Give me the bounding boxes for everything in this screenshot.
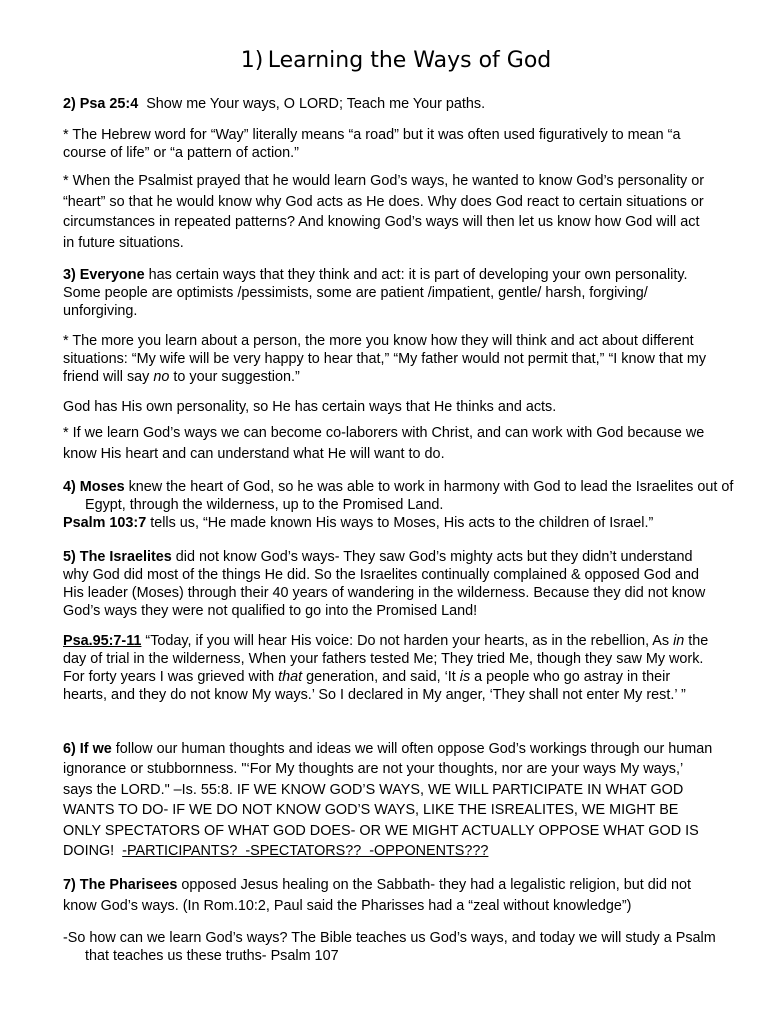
page-title: 1) Learning the Ways of God [240, 48, 552, 73]
co-laborers-paragraph: * If we learn God’s ways we can become co-laborers with Christ, and can work with God because we know His heart and can understand what He will want to do. [63, 425, 705, 462]
psalm-103-label: Psalm 103:7 [63, 515, 147, 531]
point-7-text: opposed Jesus healing on the Sabbath- they had a legalistic religion, but did not know God’s ways. (In Rom.10:2, Paul said the Pharisses had a “zeal without knowledge”) [63, 877, 692, 914]
point-4-paragraph [63, 478, 735, 514]
psalm-95-text-c: generation, and said, ‘It [302, 669, 460, 685]
person-knowledge-paragraph [63, 332, 713, 386]
point-4-text: knew the heart of God, so he was able to work in harmony with God to lead the Israelites out of Egypt, through the wilderness, up to the Promised Land. [85, 479, 734, 513]
point-6-underlined-question: -PARTICIPANTS? -SPECTATORS?? -OPPONENTS??? [122, 843, 489, 860]
psalm-95-text-a: “Today, if you will hear His voice: Do not harden your hearts, as in the rebellion, As [141, 633, 674, 649]
point-7-label: 7) The Pharisees [63, 877, 178, 893]
point-7-paragraph [63, 875, 713, 917]
point-5-label: 5) The Israelites [63, 549, 172, 565]
point-2-label: 2) Psa 25:4 [63, 96, 139, 112]
point-6-paragraph [63, 739, 717, 861]
point-6-text: follow our human thoughts and ideas we will often oppose God’s workings through our human ignorance or stubbornness. "‘For My thoughts are not your thoughts, nor are your ways My ways,’ says the LORD." –Is. 55:8. IF WE KNOW GOD’S WAYS, WE WILL PARTICIPATE IN WHAT GOD WANTS TO DO- IF WE DO NOT KNOW GOD’S WAYS, LIKE THE ISREALITES, WE MIGHT BE ONLY SPECTATORS OF WHAT GOD DOES- OR WE MIGHT ACTUALLY OPPOSE WHAT GOD IS DOING! [63, 741, 717, 860]
psalm-95-label: Psa.95:7-11 [63, 633, 142, 649]
psalm-103-paragraph [63, 514, 713, 532]
psalm-95-paragraph [63, 632, 713, 704]
psalm-95-emphasis-1: in [673, 633, 685, 649]
point-2-text: Show me Your ways, O LORD; Teach me Your paths. [138, 96, 486, 112]
hebrew-word-paragraph: * The Hebrew word for “Way” literally means “a road” but it was often used figuratively to mean “a course of life” or “a pattern of action.” [63, 127, 681, 161]
point-5-paragraph [63, 548, 713, 620]
person-knowledge-text-b: to your suggestion.” [169, 369, 300, 385]
point-5-text: did not know God’s ways- They saw God’s mighty acts but they didn’t understand why God did most of the things He did. So the Israelites continually complained & opposed God and His leader (Moses) through their 40 years of wandering in the wilderness. Because they did not know God’s ways they were not qualified to go into the Promised Land! [63, 549, 706, 619]
point-2-paragraph [63, 95, 713, 113]
psalmist-paragraph: * When the Psalmist prayed that he would learn God’s ways, he wanted to know God’s personality or “heart” so that he would know why God acts as He does. Why does God react to certain situations or circumstances in repeated patterns? And knowing God’s ways will then let us know how God will act in future situations. [63, 173, 704, 251]
psalm-95-text-b: the day of trial in the wilderness, When your fathers tested Me; They tried Me, though they saw My work. For forty years I was grieved with [63, 633, 709, 685]
point-3-paragraph [63, 266, 713, 320]
point-3-text: has certain ways that they think and act: it is part of developing your own personality. Some people are optimists /pessimists, some are patient /impatient, gentle/ harsh, forgiving/ unforgiving. [63, 267, 688, 319]
point-6-label: 6) If we [63, 741, 112, 757]
person-knowledge-emphasis: no [153, 369, 170, 385]
point-3-label: 3) Everyone [63, 267, 145, 283]
psalm-95-emphasis-2: that [278, 669, 303, 685]
god-personality-paragraph: God has His own personality, so He has certain ways that He thinks and acts. [63, 399, 557, 415]
psalm-103-text: tells us, “He made known His ways to Moses, His acts to the children of Israel.” [146, 515, 654, 531]
closing-paragraph: -So how can we learn God’s ways? The Bible teaches us God’s ways, and today we will study a Psalm that teaches us these truths- Psalm 107 [63, 930, 716, 964]
psalm-95-emphasis-3: is [459, 669, 471, 685]
point-4-label: 4) Moses [63, 479, 125, 495]
psalm-95-text-d: a people who go astray in their hearts, and they do not know My ways.’ So I declared in My anger, ‘They shall not enter My rest.’ ” [63, 669, 686, 703]
person-knowledge-text-a: * The more you learn about a person, the more you know how they will think and act about different situations: “My wife will be very happy to hear that,” “My father would not permit that,” “I know that my friend will say [63, 333, 707, 385]
